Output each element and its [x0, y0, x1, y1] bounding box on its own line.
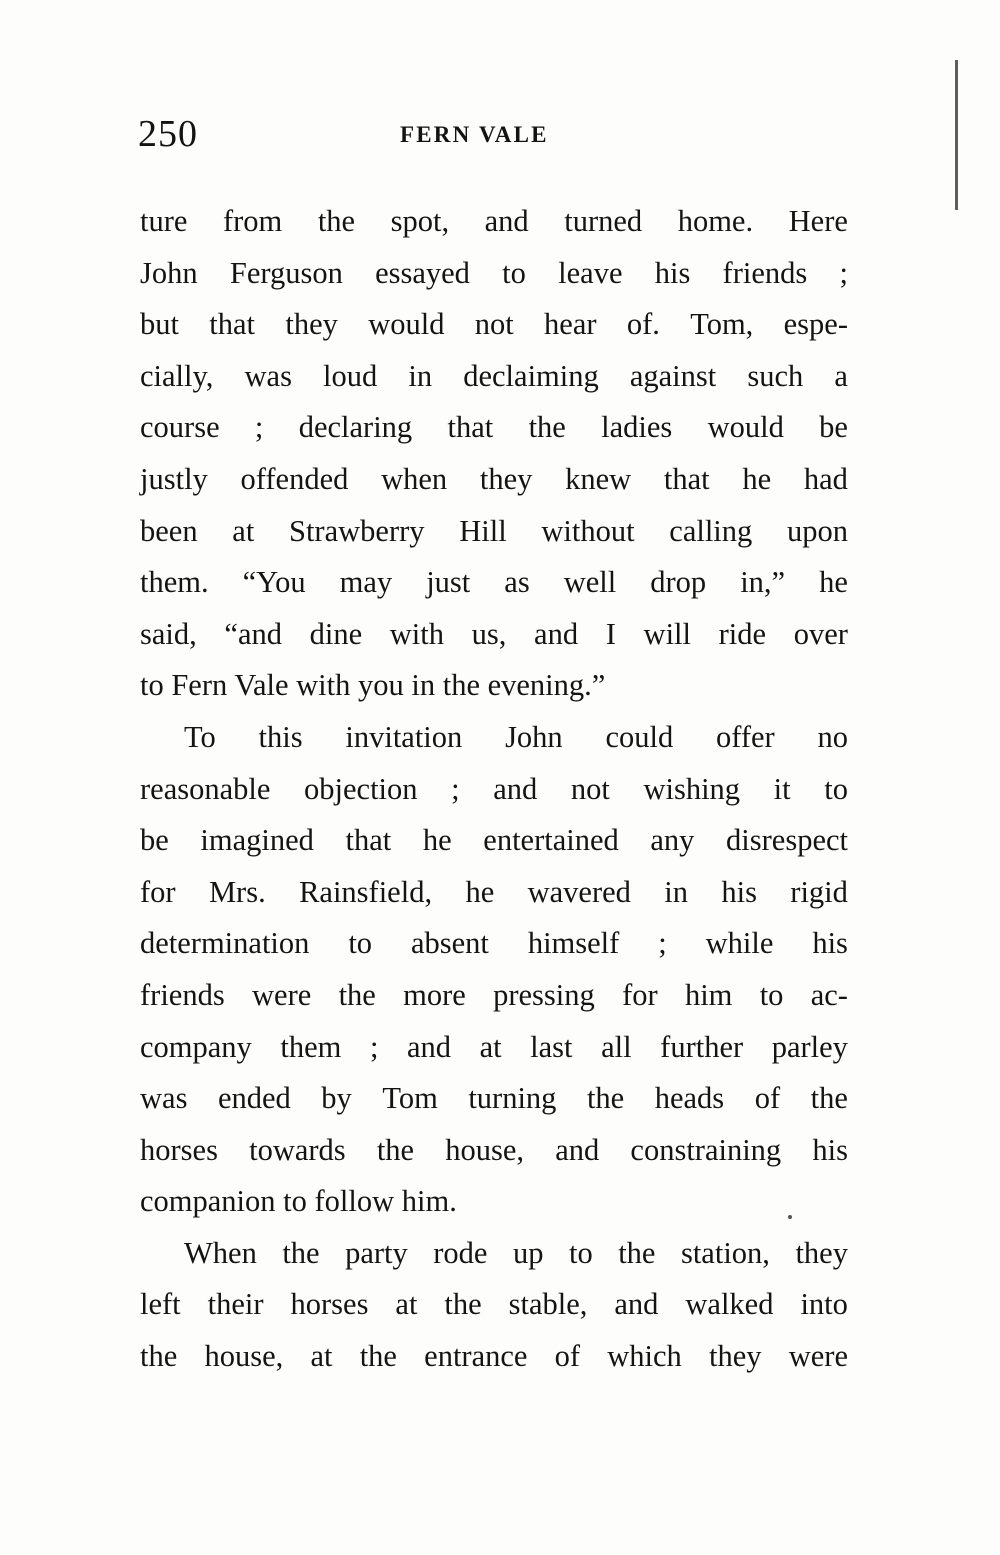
word: last: [530, 1029, 573, 1064]
word: he: [422, 823, 452, 858]
word: would: [707, 410, 784, 445]
word: ture: [140, 204, 188, 238]
word: was: [244, 358, 292, 393]
word: been: [140, 513, 198, 548]
word: them.: [140, 565, 209, 600]
text-line: [140, 454, 848, 506]
word: be: [140, 823, 169, 858]
word: turned: [564, 204, 643, 238]
paragraph: [140, 1228, 848, 1383]
word: of: [554, 1339, 581, 1374]
word: at: [310, 1339, 333, 1374]
word: objection: [304, 771, 418, 806]
word: spot,: [390, 204, 450, 238]
word: his: [812, 926, 848, 961]
word: the: [317, 204, 356, 238]
word: Tom: [382, 1081, 438, 1116]
text-line: [140, 557, 848, 609]
word: rode: [433, 1235, 488, 1270]
word: and: [555, 1132, 600, 1167]
word: against: [629, 358, 717, 393]
word: at: [232, 513, 255, 548]
word: by: [321, 1081, 352, 1116]
word: Here: [788, 204, 848, 238]
word: justly: [140, 461, 208, 496]
text-line: to Fern Vale with you in the evening.”: [140, 668, 606, 703]
word: the: [810, 1081, 848, 1116]
word: up: [512, 1235, 544, 1270]
text-line: [140, 196, 848, 248]
word: more: [403, 977, 466, 1012]
word: a: [834, 358, 848, 393]
word: To: [184, 719, 216, 754]
word: any: [650, 823, 695, 858]
word: calling: [669, 513, 753, 548]
word: Hill: [459, 513, 507, 548]
word: turning: [468, 1081, 557, 1116]
word: said,: [140, 616, 197, 651]
word: he: [465, 874, 495, 909]
word: ;: [658, 926, 667, 961]
word: offended: [240, 461, 349, 496]
word: they: [479, 461, 533, 496]
word: and: [614, 1287, 659, 1322]
text-line: [140, 1228, 848, 1280]
word: it: [773, 771, 791, 806]
word: parley: [771, 1029, 848, 1064]
word: ended: [217, 1081, 291, 1116]
text-line: [140, 1279, 848, 1331]
word: of: [754, 1081, 781, 1116]
word: not: [474, 307, 514, 342]
word: house,: [204, 1339, 284, 1374]
word: to: [824, 771, 848, 806]
word: declaring: [298, 410, 413, 445]
word: dine: [309, 616, 363, 651]
word: the: [376, 1132, 415, 1167]
page-number: 250: [138, 113, 198, 155]
text-line: [140, 712, 848, 764]
text-line: [140, 1073, 848, 1125]
word: reasonable: [140, 771, 271, 806]
word: walked: [685, 1287, 774, 1322]
paragraph: [140, 196, 848, 712]
word: and: [493, 771, 538, 806]
word: for: [622, 977, 658, 1012]
word: imagined: [200, 823, 314, 858]
word: that: [345, 823, 392, 858]
word: without: [541, 513, 635, 548]
word: course: [140, 410, 220, 445]
word: such: [747, 358, 804, 393]
word: the: [586, 1081, 625, 1116]
word: his: [654, 255, 691, 290]
word: he: [742, 461, 772, 496]
word: from: [222, 204, 283, 238]
word: will: [643, 616, 691, 651]
text-line: companion to follow him.: [140, 1184, 457, 1219]
word: they: [285, 307, 338, 342]
word: home.: [677, 204, 754, 238]
word: be: [819, 410, 848, 445]
page-body: [140, 196, 848, 1383]
word: as: [504, 565, 530, 600]
text-line: [140, 1125, 848, 1177]
word: towards: [249, 1132, 346, 1167]
word: offer: [715, 719, 775, 754]
word: entertained: [483, 823, 619, 858]
word: and: [534, 616, 579, 651]
word: himself: [527, 926, 620, 961]
text-line: [140, 506, 848, 558]
word: they: [795, 1235, 848, 1270]
word: the: [618, 1235, 656, 1270]
word: friends: [140, 977, 225, 1012]
word: Rainsfield,: [299, 874, 433, 909]
word: was: [140, 1081, 188, 1116]
text-line: [140, 299, 848, 351]
word: into: [800, 1287, 848, 1322]
word: were: [252, 977, 312, 1012]
word: “You: [242, 565, 306, 600]
word: Tom,: [690, 307, 754, 342]
text-line: [140, 351, 848, 403]
word: ;: [369, 1029, 379, 1064]
text-line: [140, 1022, 848, 1074]
word: John: [140, 255, 198, 290]
word: may: [339, 565, 393, 600]
word: for: [140, 874, 176, 909]
word: over: [793, 616, 848, 651]
word: but: [140, 307, 179, 342]
word: in: [664, 874, 688, 909]
word: pressing: [493, 977, 595, 1012]
word: left: [140, 1287, 181, 1322]
word: had: [803, 461, 848, 496]
word: them: [280, 1029, 342, 1064]
text-line: [140, 1331, 848, 1383]
word: stable,: [508, 1287, 588, 1322]
word: while: [705, 926, 774, 961]
word: knew: [565, 461, 632, 496]
word: party: [345, 1235, 408, 1270]
word: ;: [254, 410, 264, 445]
word: to: [348, 926, 373, 961]
word: that: [209, 307, 256, 342]
word: to: [759, 977, 784, 1012]
word: in: [408, 358, 433, 393]
word: and: [484, 204, 529, 238]
word: that: [447, 410, 494, 445]
word: leave: [558, 255, 623, 290]
word: the: [282, 1235, 320, 1270]
word: of.: [626, 307, 660, 342]
word: invitation: [345, 719, 463, 754]
word: and: [406, 1029, 452, 1064]
word: essayed: [375, 255, 470, 290]
text-line: [140, 867, 848, 919]
word: wishing: [643, 771, 741, 806]
word: constraining: [630, 1132, 782, 1167]
scan-edge-mark: [955, 60, 958, 210]
word: drop: [650, 565, 707, 600]
word: with: [389, 616, 445, 651]
text-line: [140, 402, 848, 454]
word: determination: [140, 926, 310, 961]
word: “and: [224, 616, 282, 651]
text-line: [140, 918, 848, 970]
word: absent: [410, 926, 489, 961]
text-line: [140, 764, 848, 816]
word: station,: [680, 1235, 770, 1270]
word: disrespect: [726, 823, 848, 858]
word: heads: [654, 1081, 725, 1116]
word: he: [819, 565, 848, 600]
word: rigid: [790, 874, 848, 909]
word: when: [381, 461, 448, 496]
word: horses: [140, 1132, 218, 1167]
word: his: [812, 1132, 848, 1167]
word: his: [721, 874, 757, 909]
word: friends: [722, 255, 808, 290]
word: declaiming: [463, 358, 599, 393]
word: ;: [451, 771, 460, 806]
text-line: [140, 248, 848, 300]
word: this: [258, 719, 303, 754]
word: ride: [718, 616, 767, 651]
word: the: [359, 1339, 397, 1374]
paragraph: [140, 712, 848, 1228]
word: him: [684, 977, 733, 1012]
word: at: [479, 1029, 502, 1064]
word: the: [528, 410, 566, 445]
text-line: [140, 609, 848, 661]
word: no: [817, 719, 848, 754]
word: Ferguson: [229, 255, 343, 290]
word: us,: [471, 616, 507, 651]
word: ;: [839, 255, 848, 290]
word: the: [444, 1287, 482, 1322]
word: ladies: [601, 410, 673, 445]
word: not: [570, 771, 610, 806]
word: I: [605, 616, 616, 651]
page-header: [138, 112, 848, 158]
word: just: [426, 565, 471, 600]
word: they: [709, 1339, 762, 1374]
word: Strawberry: [289, 513, 425, 548]
word: house,: [445, 1132, 525, 1167]
word: hear: [544, 307, 597, 342]
word: When: [184, 1235, 257, 1270]
word: in,”: [740, 565, 786, 600]
text-line: [140, 970, 848, 1022]
word: were: [788, 1339, 848, 1374]
word: would: [368, 307, 445, 342]
word: the: [338, 977, 376, 1012]
word: ac-: [810, 977, 848, 1012]
word: further: [660, 1029, 744, 1064]
word: John: [505, 719, 563, 754]
word: all: [601, 1029, 632, 1064]
word: espe-: [783, 307, 848, 342]
word: to: [568, 1235, 593, 1270]
word: company: [140, 1029, 252, 1064]
word: loud: [323, 358, 378, 393]
word: well: [563, 565, 617, 600]
word: the: [140, 1339, 178, 1374]
word: to: [502, 255, 526, 290]
word: wavered: [527, 874, 631, 909]
word: could: [605, 719, 674, 754]
running-head: FERN VALE: [400, 122, 549, 147]
word: Mrs.: [208, 874, 266, 909]
word: that: [663, 461, 710, 496]
word: cially,: [140, 358, 214, 393]
word: at: [395, 1287, 418, 1322]
scan-speck: [788, 1215, 792, 1219]
word: which: [607, 1339, 682, 1374]
word: horses: [290, 1287, 369, 1322]
word: their: [207, 1287, 264, 1322]
word: entrance: [424, 1339, 528, 1374]
text-line: [140, 815, 848, 867]
word: upon: [786, 513, 848, 548]
